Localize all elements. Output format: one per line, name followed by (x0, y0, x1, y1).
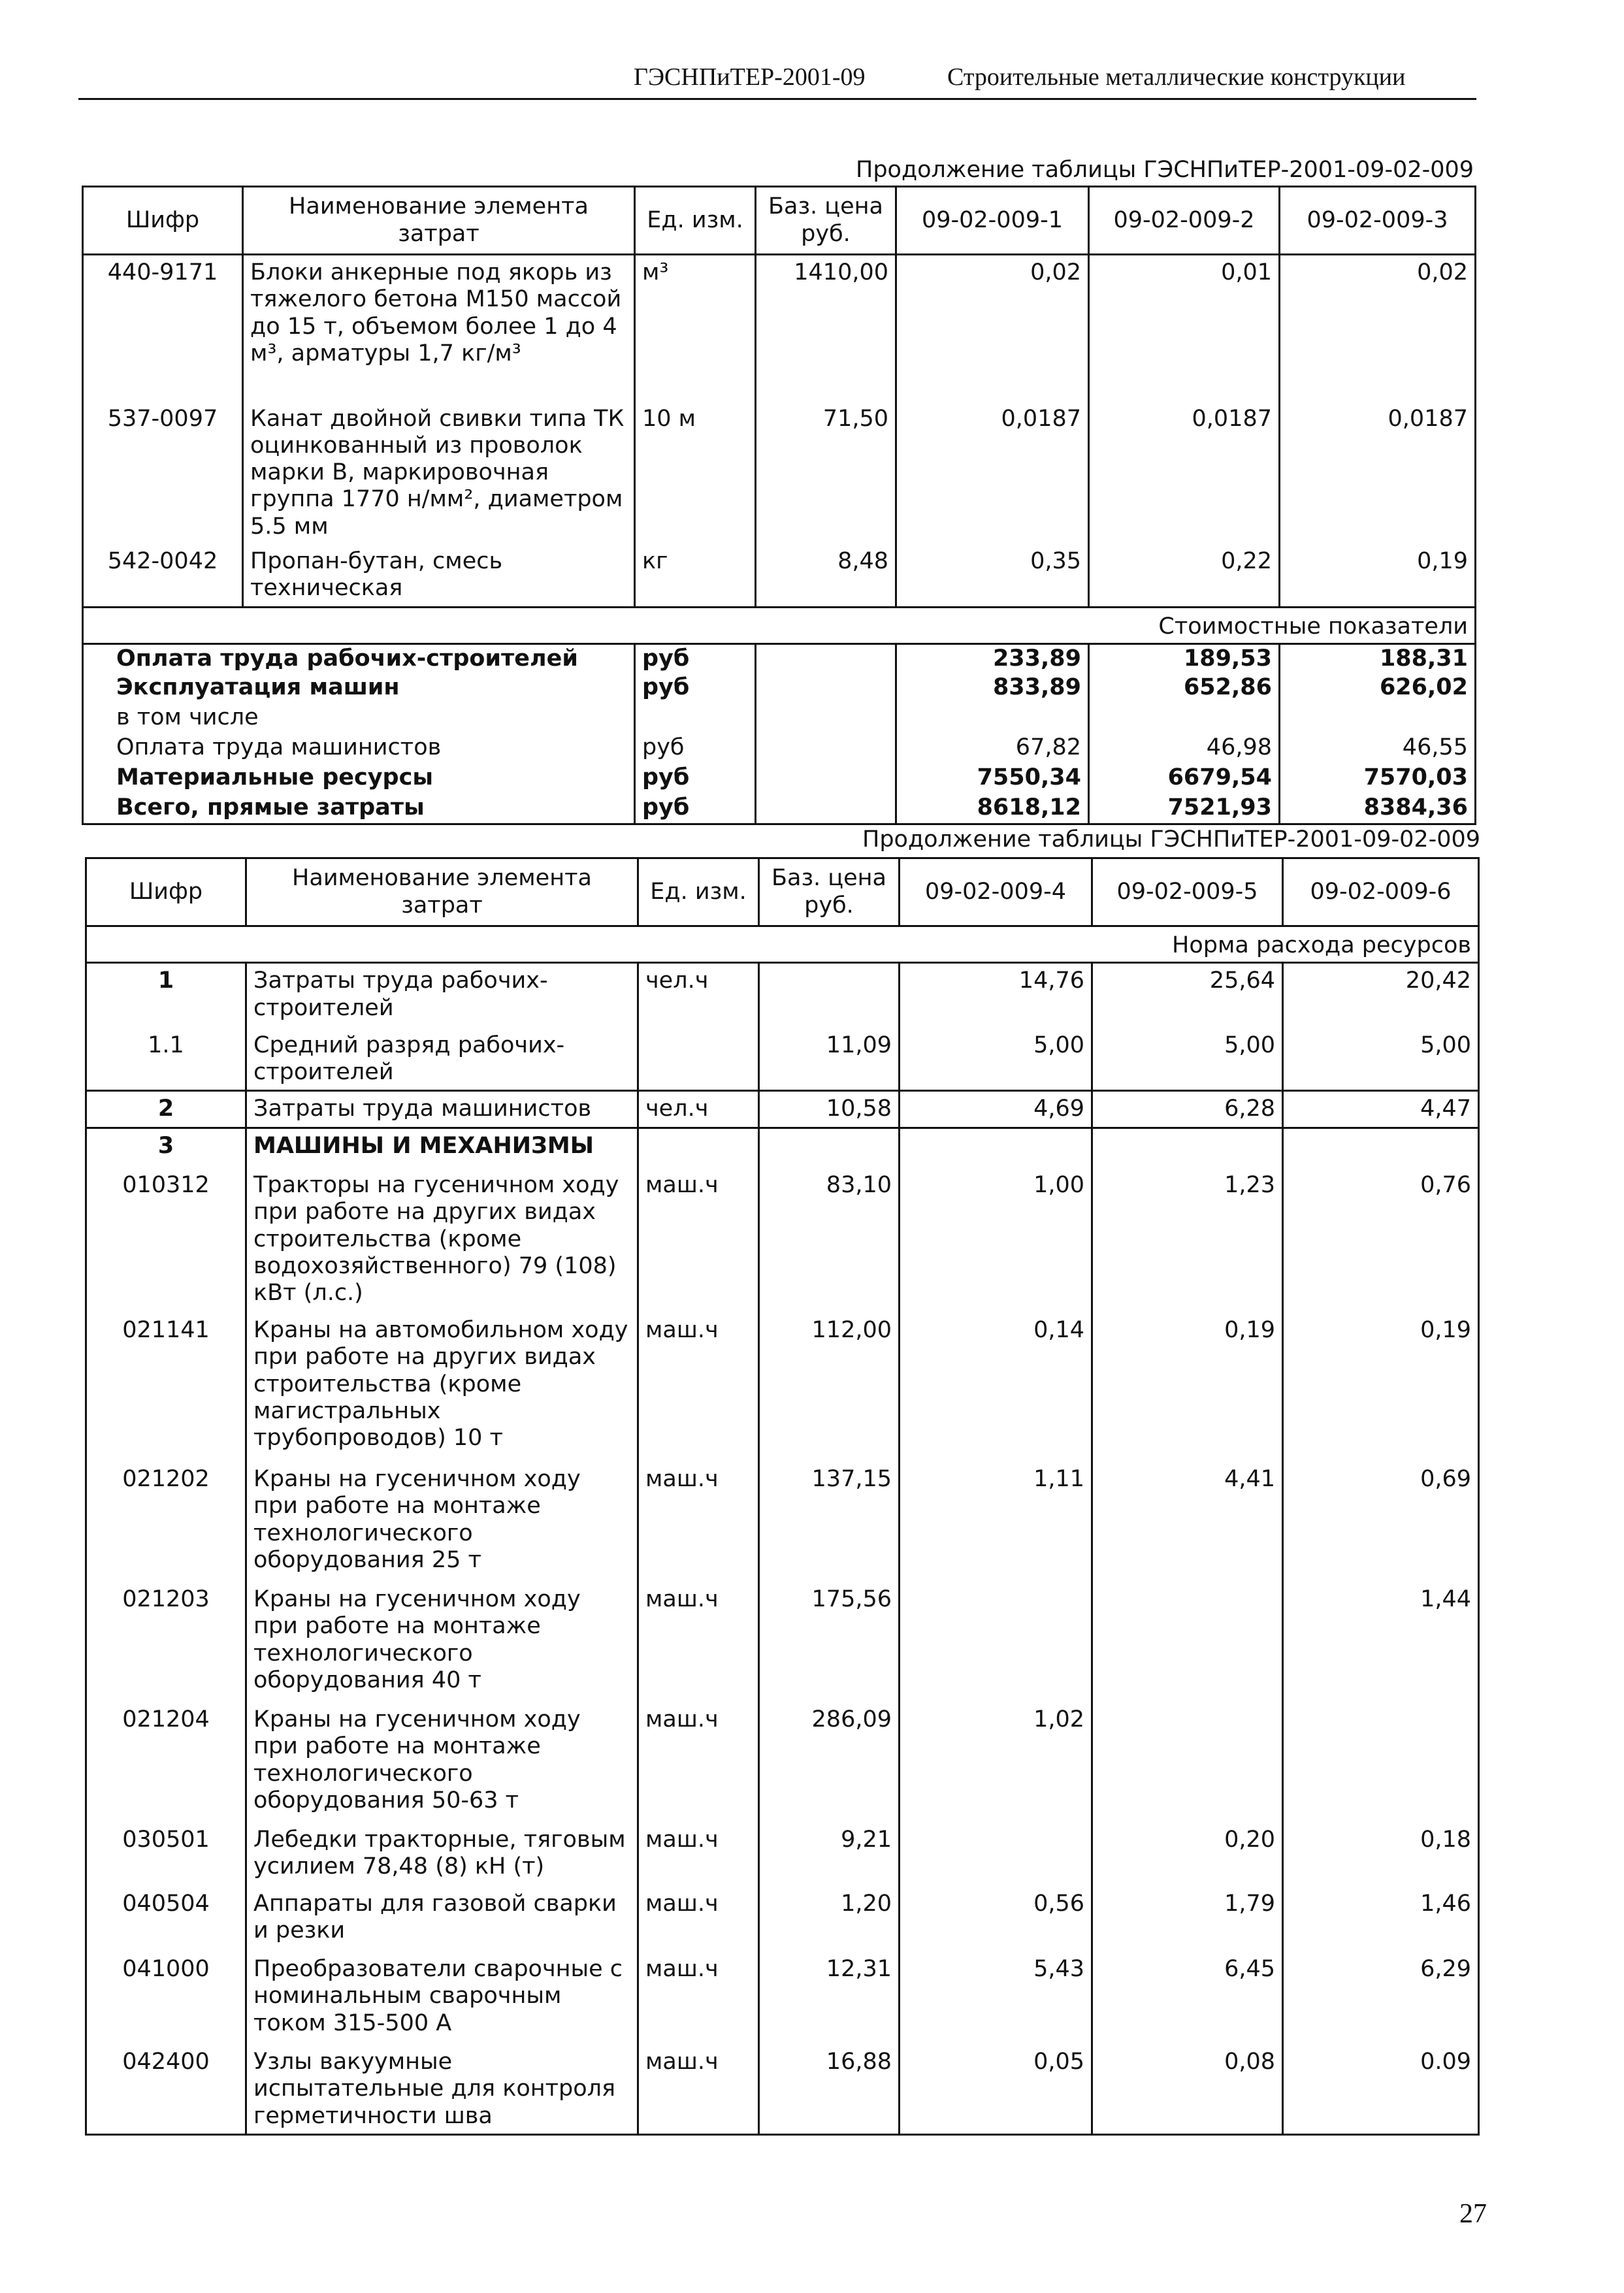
table-row (83, 544, 1476, 607)
norm-value: 0.09 (1283, 2045, 1479, 2134)
norm-value: 1,11 (900, 1462, 1092, 1582)
base-price: 10,58 (759, 1091, 900, 1128)
norm-value: 0,14 (900, 1313, 1092, 1462)
unit: маш.ч (638, 1582, 759, 1702)
col-header-name: Наименование элемента затрат (243, 187, 635, 255)
summary-value: 188,31 (1280, 643, 1476, 674)
base-price: 112,00 (759, 1313, 900, 1462)
section-label-row (86, 926, 1479, 963)
summary-name: Всего, прямые затраты (83, 794, 635, 824)
col-header-norm-6: 09-02-009-6 (1283, 858, 1479, 926)
summary-value: 8384,36 (1280, 794, 1476, 824)
norm-value: 4,41 (1092, 1462, 1283, 1582)
col-header-norm-1: 09-02-009-1 (896, 187, 1089, 255)
unit: кг (635, 544, 756, 607)
resource-name: Средний разряд рабочих-строителей (246, 1028, 638, 1091)
table-row (86, 1091, 1479, 1128)
empty-cell (756, 704, 896, 734)
table-row (86, 1168, 1479, 1313)
base-price: 8,48 (756, 544, 896, 607)
summary-value: 7521,93 (1089, 794, 1280, 824)
norm-value: 0,35 (896, 544, 1089, 607)
base-price: 1410,00 (756, 255, 896, 402)
base-price: 11,09 (759, 1028, 900, 1091)
summary-row (83, 764, 1476, 794)
resource-code: 041000 (86, 1952, 246, 2045)
summary-unit: руб (635, 764, 756, 794)
norm-value: 0,02 (896, 255, 1089, 402)
norm-value: 5,00 (1283, 1028, 1479, 1091)
norm-value: 0,01 (1089, 255, 1280, 402)
table-row (86, 1582, 1479, 1702)
resource-name: Лебедки тракторные, тяговым усилием 78,48 (8) кН (т) (246, 1823, 638, 1887)
summary-value: 8618,12 (896, 794, 1089, 824)
summary-name: Эксплуатация машин (83, 674, 635, 704)
resource-name: Преобразователи сварочные с номинальным сварочным током 315-500 А (246, 1952, 638, 2045)
col-header-price: Баз. цена руб. (756, 187, 896, 255)
resource-name: МАШИНЫ И МЕХАНИЗМЫ (246, 1128, 638, 1168)
col-header-unit: Ед. изм. (638, 858, 759, 926)
base-price: 1,20 (759, 1887, 900, 1952)
table-row (86, 1823, 1479, 1887)
norm-value: 25,64 (1092, 963, 1283, 1028)
norm-value: 0,69 (1283, 1462, 1479, 1582)
resource-name: Краны на гусеничном ходу при работе на монтаже технологического оборудования 25 т (246, 1462, 638, 1582)
resource-code: 021204 (86, 1702, 246, 1823)
norm-value (1092, 1582, 1283, 1702)
base-price: 71,50 (756, 402, 896, 544)
resource-name: Аппараты для газовой сварки и резки (246, 1887, 638, 1952)
norm-value: 6,28 (1092, 1091, 1283, 1128)
col-header-norm-4: 09-02-009-4 (900, 858, 1092, 926)
unit: маш.ч (638, 1823, 759, 1887)
base-price: 83,10 (759, 1168, 900, 1313)
summary-name: Материальные ресурсы (83, 764, 635, 794)
norm-value: 14,76 (900, 963, 1092, 1028)
norm-value: 5,00 (1092, 1028, 1283, 1091)
table-row (86, 1128, 1479, 1168)
norm-value: 0,0187 (1280, 402, 1476, 544)
table-row (86, 1462, 1479, 1582)
norm-value: 0,02 (1280, 255, 1476, 402)
col-header-code: Шифр (83, 187, 243, 255)
resource-name: Краны на гусеничном ходу при работе на монтаже технологического оборудования 50-63 т (246, 1702, 638, 1823)
norm-value: 20,42 (1283, 963, 1479, 1028)
unit: маш.ч (638, 1313, 759, 1462)
summary-row (83, 674, 1476, 704)
unit (638, 1128, 759, 1168)
summary-value: 46,98 (1089, 734, 1280, 764)
empty-cell (756, 764, 896, 794)
summary-value: 189,53 (1089, 643, 1280, 674)
unit: 10 м (635, 402, 756, 544)
norm-value: 1,02 (900, 1702, 1092, 1823)
resource-name: Затраты труда рабочих-строителей (246, 963, 638, 1028)
page-header (78, 57, 1476, 100)
unit: маш.ч (638, 1887, 759, 1952)
table2-caption: Продолжение таблицы ГЭСНПиТЕР-2001-09-02-009 (862, 826, 1481, 853)
resource-code: 3 (86, 1128, 246, 1168)
unit: маш.ч (638, 1462, 759, 1582)
table-row (83, 255, 1476, 402)
summary-row (83, 734, 1476, 764)
summary-unit: руб (635, 643, 756, 674)
section-label: Стоимостные показатели (83, 607, 1476, 643)
norm-value: 0,20 (1092, 1823, 1283, 1887)
norm-value: 5,00 (900, 1028, 1092, 1091)
summary-unit: руб (635, 734, 756, 764)
norm-value: 0,19 (1092, 1313, 1283, 1462)
norm-value: 0,0187 (1089, 402, 1280, 544)
col-header-name: Наименование элемента затрат (246, 858, 638, 926)
norm-value: 1,46 (1283, 1887, 1479, 1952)
norm-value (1092, 1128, 1283, 1168)
summary-value: 46,55 (1280, 734, 1476, 764)
norm-value: 0,76 (1283, 1168, 1479, 1313)
empty-cell (756, 794, 896, 824)
unit (638, 1028, 759, 1091)
norm-value: 6,45 (1092, 1952, 1283, 2045)
resource-name: Узлы вакуумные испытательные для контроля герметичности шва (246, 2045, 638, 2134)
cost-table-2 (85, 857, 1480, 2136)
unit: маш.ч (638, 1168, 759, 1313)
resource-name: Краны на автомобильном ходу при работе на других видах строительства (кроме магистральных трубопроводов) 10 т (246, 1313, 638, 1462)
empty-cell (756, 643, 896, 674)
summary-value: 626,02 (1280, 674, 1476, 704)
col-header-norm-5: 09-02-009-5 (1092, 858, 1283, 926)
base-price: 175,56 (759, 1582, 900, 1702)
summary-value: 67,82 (896, 734, 1089, 764)
norm-value: 4,69 (900, 1091, 1092, 1128)
col-header-norm-2: 09-02-009-2 (1089, 187, 1280, 255)
norm-value: 1,23 (1092, 1168, 1283, 1313)
summary-value: 833,89 (896, 674, 1089, 704)
norm-value: 1,79 (1092, 1887, 1283, 1952)
norm-value: 0,56 (900, 1887, 1092, 1952)
summary-value (1280, 704, 1476, 734)
summary-value: 7550,34 (896, 764, 1089, 794)
col-header-price: Баз. цена руб. (759, 858, 900, 926)
cost-table-1 (82, 186, 1476, 825)
unit: маш.ч (638, 1702, 759, 1823)
norm-value (1283, 1702, 1479, 1823)
base-price (759, 1128, 900, 1168)
norm-value: 0,08 (1092, 2045, 1283, 2134)
summary-row (83, 643, 1476, 674)
base-price: 12,31 (759, 1952, 900, 2045)
table-row (86, 1702, 1479, 1823)
summary-unit: руб (635, 674, 756, 704)
resource-code: 542-0042 (83, 544, 243, 607)
section-label: Норма расхода ресурсов (86, 926, 1479, 963)
summary-value: 233,89 (896, 643, 1089, 674)
header-title: Строительные металлические конструкции (947, 63, 1406, 91)
base-price: 286,09 (759, 1702, 900, 1823)
summary-name: Оплата труда рабочих-строителей (83, 643, 635, 674)
summary-value: 7570,03 (1280, 764, 1476, 794)
header-code: ГЭСНПиТЕР-2001-09 (634, 63, 866, 91)
resource-name: Блоки анкерные под якорь из тяжелого бетона М150 массой до 15 т, объемом более 1 до 4 м³, арматуры 1,7 кг/м³ (243, 255, 635, 402)
norm-value: 0,18 (1283, 1823, 1479, 1887)
norm-value: 0,0187 (896, 402, 1089, 544)
summary-value (896, 704, 1089, 734)
norm-value (1092, 1702, 1283, 1823)
base-price (759, 963, 900, 1028)
resource-code: 021203 (86, 1582, 246, 1702)
resource-code: 040504 (86, 1887, 246, 1952)
col-header-code: Шифр (86, 858, 246, 926)
empty-cell (756, 674, 896, 704)
resource-name: Краны на гусеничном ходу при работе на монтаже технологического оборудования 40 т (246, 1582, 638, 1702)
summary-value: 652,86 (1089, 674, 1280, 704)
resource-name: Затраты труда машинистов (246, 1091, 638, 1128)
unit: маш.ч (638, 1952, 759, 2045)
section-label-row (83, 607, 1476, 643)
resource-code: 440-9171 (83, 255, 243, 402)
unit: чел.ч (638, 963, 759, 1028)
summary-name: в том числе (83, 704, 635, 734)
unit: м³ (635, 255, 756, 402)
norm-value: 1,00 (900, 1168, 1092, 1313)
table1-caption: Продолжение таблицы ГЭСНПиТЕР-2001-09-02-009 (856, 157, 1474, 183)
resource-code: 1.1 (86, 1028, 246, 1091)
col-header-norm-3: 09-02-009-3 (1280, 187, 1476, 255)
norm-value: 4,47 (1283, 1091, 1479, 1128)
summary-value (1089, 704, 1280, 734)
resource-code: 030501 (86, 1823, 246, 1887)
col-header-unit: Ед. изм. (635, 187, 756, 255)
summary-row (83, 794, 1476, 824)
resource-code: 1 (86, 963, 246, 1028)
norm-value: 0,05 (900, 2045, 1092, 2134)
norm-value: 0,19 (1280, 544, 1476, 607)
table-row (86, 1313, 1479, 1462)
base-price: 137,15 (759, 1462, 900, 1582)
base-price: 16,88 (759, 2045, 900, 2134)
norm-value: 5,43 (900, 1952, 1092, 2045)
norm-value: 0,19 (1283, 1313, 1479, 1462)
summary-row (83, 704, 1476, 734)
norm-value (900, 1823, 1092, 1887)
resource-code: 021141 (86, 1313, 246, 1462)
norm-value: 6,29 (1283, 1952, 1479, 2045)
resource-code: 010312 (86, 1168, 246, 1313)
table-row (86, 2045, 1479, 2134)
resource-code: 2 (86, 1091, 246, 1128)
resource-code: 537-0097 (83, 402, 243, 544)
table-row (83, 402, 1476, 544)
norm-value (1283, 1128, 1479, 1168)
norm-value: 0,22 (1089, 544, 1280, 607)
base-price: 9,21 (759, 1823, 900, 1887)
resource-name: Канат двойной свивки типа ТК оцинкованный из проволок марки В, маркировочная группа 1770 н/мм², диаметром 5.5 мм (243, 402, 635, 544)
norm-value (900, 1582, 1092, 1702)
summary-unit (635, 704, 756, 734)
empty-cell (756, 734, 896, 764)
summary-value: 6679,54 (1089, 764, 1280, 794)
norm-value (900, 1128, 1092, 1168)
table-row (86, 1887, 1479, 1952)
table-row (86, 1952, 1479, 2045)
page-number: 27 (1459, 2199, 1487, 2229)
unit: маш.ч (638, 2045, 759, 2134)
summary-unit: руб (635, 794, 756, 824)
unit: чел.ч (638, 1091, 759, 1128)
table-row (86, 1028, 1479, 1091)
norm-value: 1,44 (1283, 1582, 1479, 1702)
resource-name: Тракторы на гусеничном ходу при работе на других видах строительства (кроме водохозяйственного) 79 (108) кВт (л.с.) (246, 1168, 638, 1313)
resource-name: Пропан-бутан, смесь техническая (243, 544, 635, 607)
resource-code: 021202 (86, 1462, 246, 1582)
resource-code: 042400 (86, 2045, 246, 2134)
summary-name: Оплата труда машинистов (83, 734, 635, 764)
table-row (86, 963, 1479, 1028)
